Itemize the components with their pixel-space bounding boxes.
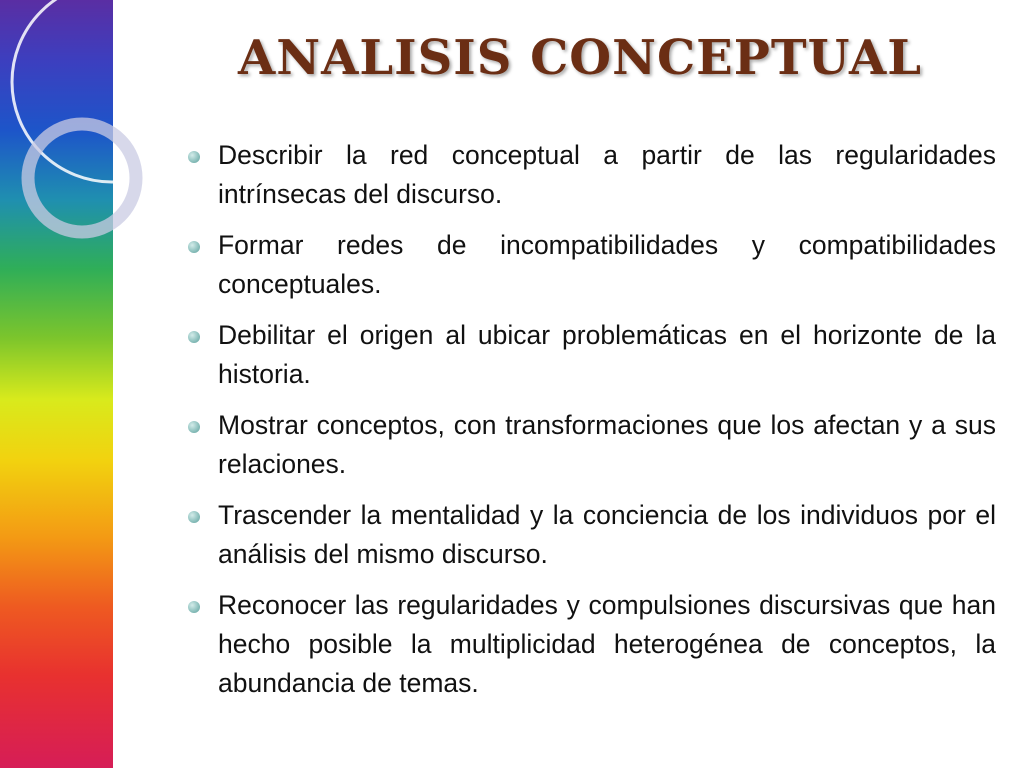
bullet-dot-icon <box>188 511 200 523</box>
bullet-list <box>188 136 996 715</box>
bullet-text: Debilitar el origen al ubicar problemáticas en el horizonte de la historia. <box>218 320 996 389</box>
bullet-item <box>188 226 996 304</box>
bullet-dot-icon <box>188 601 200 613</box>
bullet-dot-icon <box>188 421 200 433</box>
bullet-text: Mostrar conceptos, con transformaciones que los afectan y a sus relaciones. <box>218 410 996 479</box>
bullet-item <box>188 406 996 484</box>
bullet-item <box>188 496 996 574</box>
bullet-text: Formar redes de incompatibilidades y compatibilidades conceptuales. <box>218 230 996 299</box>
bullet-item <box>188 586 996 703</box>
bullet-dot-icon <box>188 331 200 343</box>
bullet-dot-icon <box>188 241 200 253</box>
bullet-text: Trascender la mentalidad y la conciencia de los individuos por el análisis del mismo discurso. <box>218 500 996 569</box>
slide-title: ANALISIS CONCEPTUAL <box>238 30 922 86</box>
bullet-text: Describir la red conceptual a partir de las regularidades intrínsecas del discurso. <box>218 140 996 209</box>
bullet-item <box>188 136 996 214</box>
decorative-rings <box>0 0 160 300</box>
bullet-item <box>188 316 996 394</box>
bullet-text: Reconocer las regularidades y compulsiones discursivas que han hecho posible la multiplicidad heterogénea de conceptos, la abundancia de temas. <box>218 590 996 698</box>
bullet-dot-icon <box>188 151 200 163</box>
